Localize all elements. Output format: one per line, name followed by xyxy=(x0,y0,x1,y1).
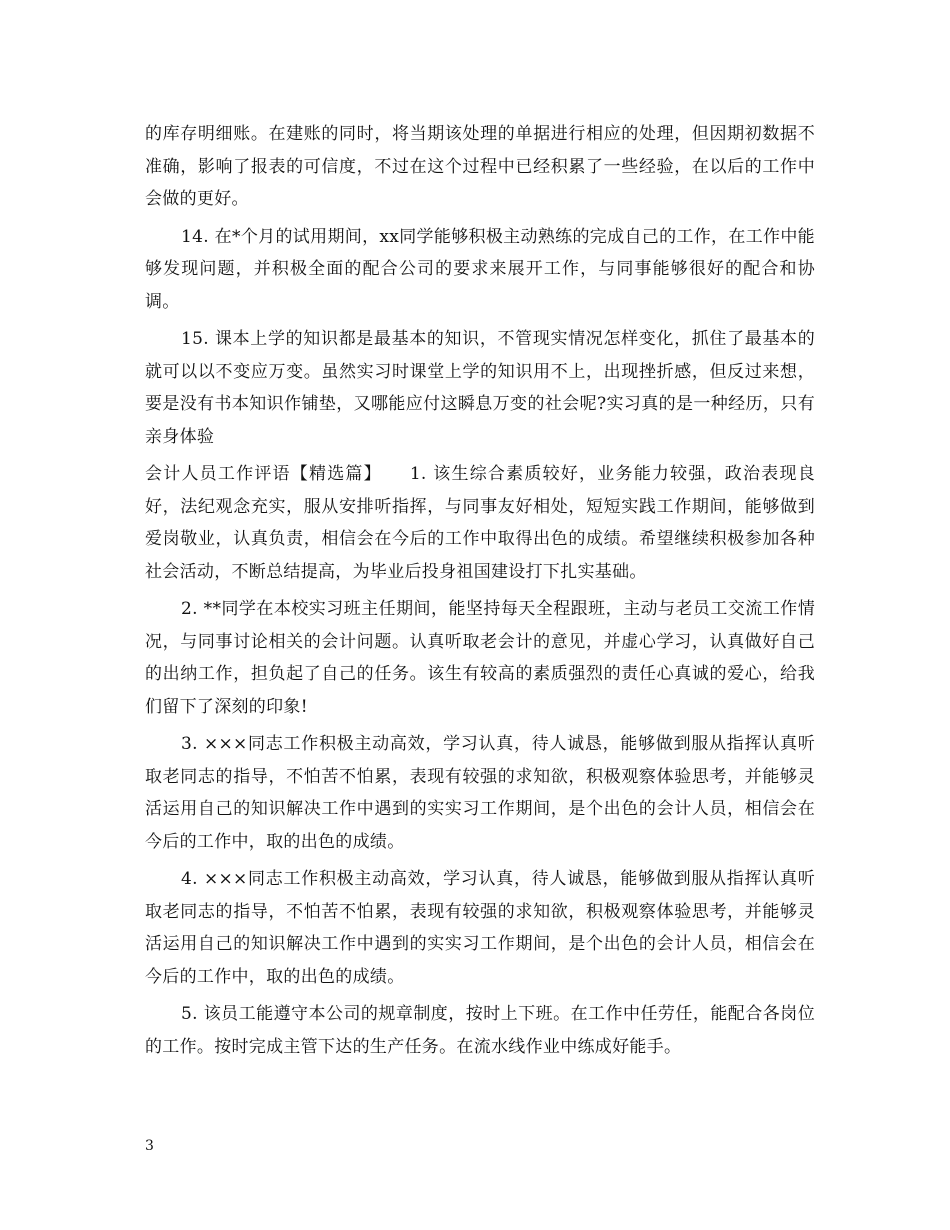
paragraph-6: 3. ×××同志工作积极主动高效，学习认真，待人诚恳，能够做到服从指挥认真听取老同志的指导，不怕苦不怕累，表现有较强的求知欲，积极观察体验思考，并能够灵活运用自己的知识解决工作中遇到的实实习工作期间，是个出色的会计人员，相信会在今后的工作中，取的出色的成绩。 xyxy=(145,734,815,852)
paragraph-5: 2. **同学在本校实习班主任期间，能坚持每天全程跟班，主动与老员工交流工作情况，与同事讨论相关的会计问题。认真听取老会计的意见，并虚心学习，认真做好自己的出纳工作，担负起了自己的任务。该生有较高的素质强烈的责任心真诚的爱心，给我们留下了深刻的印象! xyxy=(145,599,815,717)
document-body xyxy=(145,118,815,1068)
paragraph-8: 5. 该员工能遵守本公司的规章制度，按时上下班。在工作中任劳任，能配合各岗位的工作。按时完成主管下达的生产任务。在流水线作业中练成好能手。 xyxy=(145,1004,815,1057)
page-number: 3 xyxy=(145,1138,154,1154)
paragraph-4: 会计人员工作评语【精选篇】 1. 该生综合素质较好，业务能力较强，政治表现良好，法纪观念充实，服从安排听指挥，与同事友好相处，短短实践工作期间，能够做到爱岗敬业，认真负责，相信会在今后的工作中取得出色的成绩。希望继续积极参加各种社会活动，不断总结提高，为毕业后投身祖国建设打下扎实基础。 xyxy=(145,464,815,582)
paragraph-7: 4. ×××同志工作积极主动高效，学习认真，待人诚恳，能够做到服从指挥认真听取老同志的指导，不怕苦不怕累，表现有较强的求知欲，积极观察体验思考，并能够灵活运用自己的知识解决工作中遇到的实实习工作期间，是个出色的会计人员，相信会在今后的工作中，取的出色的成绩。 xyxy=(145,869,815,987)
paragraph-1: 的库存明细账。在建账的同时，将当期该处理的单据进行相应的处理，但因期初数据不准确，影响了报表的可信度，不过在这个过程中已经积累了一些经验，在以后的工作中会做的更好。 xyxy=(145,124,815,209)
paragraph-3: 15. 课本上学的知识都是最基本的知识，不管现实情况怎样变化，抓住了最基本的就可以以不变应万变。虽然实习时课堂上学的知识用不上，出现挫折感，但反过来想，要是没有书本知识作铺垫，又哪能应付这瞬息万变的社会呢?实习真的是一种经历，只有亲身体验 xyxy=(145,329,815,447)
paragraph-2: 14. 在*个月的试用期间，xx同学能够积极主动熟练的完成自己的工作，在工作中能够发现问题，并积极全面的配合公司的要求来展开工作，与同事能够很好的配合和协调。 xyxy=(145,226,815,312)
